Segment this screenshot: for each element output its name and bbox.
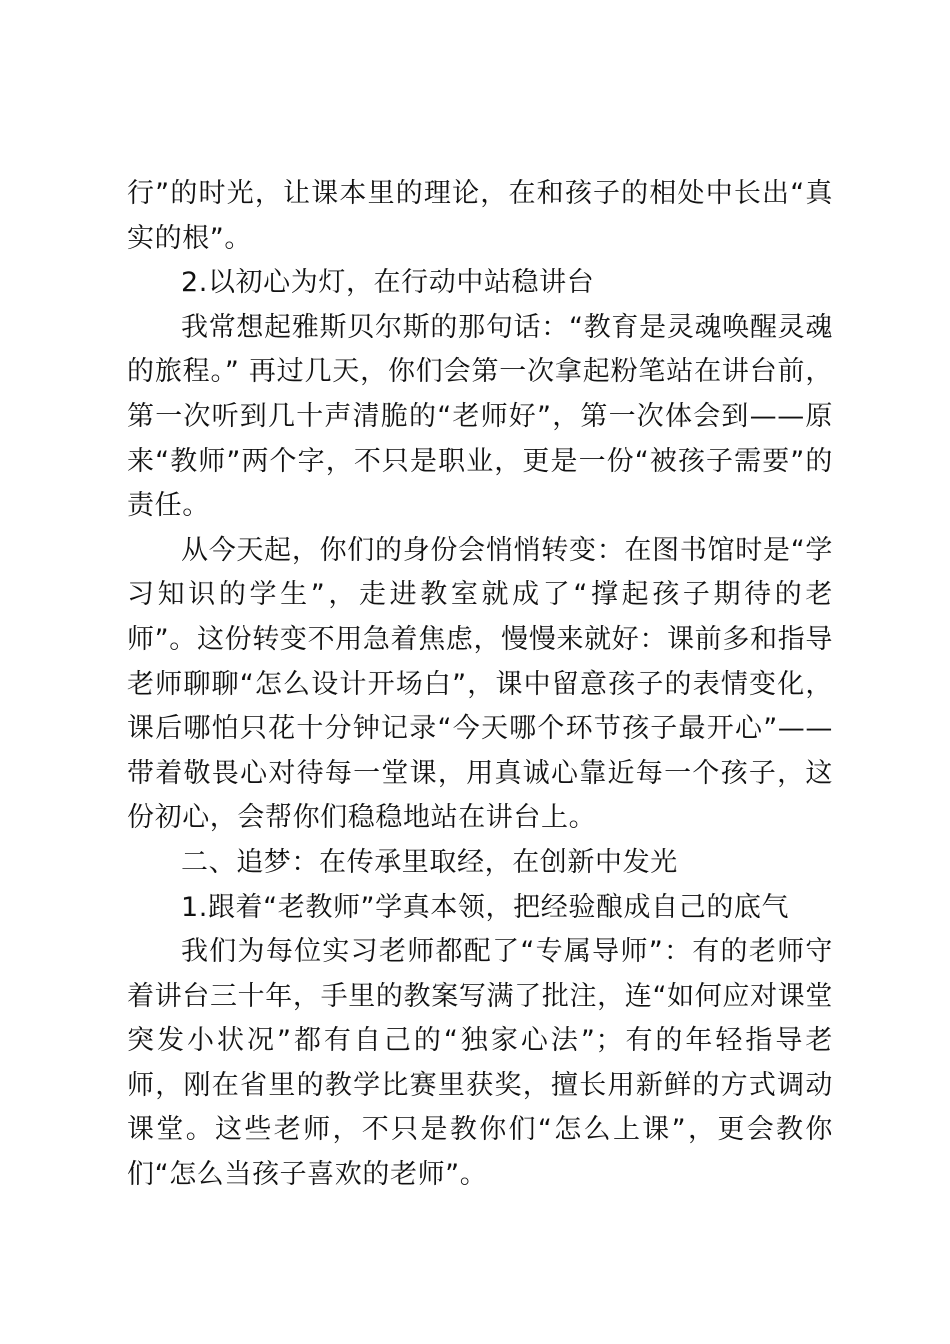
paragraph-jaspers-quote: 我常想起雅斯贝尔斯的那句话：“教育是灵魂唤醒灵魂的旅程。” 再过几天，你们会第一次拿起粉笔站在讲台前，第一次听到几十声清脆的“老师好”，第一次体会到——原来“教师”两个字，不只是职业，更是一份“被孩子需要”的责任。 <box>127 311 833 522</box>
paragraph-identity-change: 从今天起，你们的身份会悄悄转变：在图书馆时是“学习知识的学生”，走进教室就成了“撑起孩子期待的老师”。这份转变不用急着焦虑，慢慢来就好：课前多和指导老师聊聊“怎么设计开场白”，课中留意孩子的表情变化，课后哪怕只花十分钟记录“今天哪个环节孩子最开心”——带着敬畏心对待每一堂课，用真诚心靠近每一个孩子，这份初心，会帮你们稳稳地站在讲台上。 <box>127 534 833 834</box>
subheading-initial-heart: 2.以初心为灯，在行动中站稳讲台 <box>181 267 595 299</box>
paragraph-mentors: 我们为每位实习老师都配了“专属导师”：有的老师守着讲台三十年，手里的教案写满了批注，连“如何应对课堂突发小状况”都有自己的“独家心法”；有的年轻指导老师，刚在省里的教学比赛里获奖，擅长用新鲜的方式调动课堂。这些老师，不只是教你们“怎么上课”，更会教你们“怎么当孩子喜欢的老师”。 <box>127 936 833 1191</box>
subheading-learn-from-veterans: 1.跟着“老教师”学真本领，把经验酿成自己的底气 <box>181 891 790 923</box>
document-body <box>127 172 833 1198</box>
section-heading-chasing-dreams: 二、追梦：在传承里取经，在创新中发光 <box>181 846 678 878</box>
paragraph-continuation: 行”的时光，让课本里的理论，在和孩子的相处中长出“真实的根”。 <box>127 178 833 254</box>
